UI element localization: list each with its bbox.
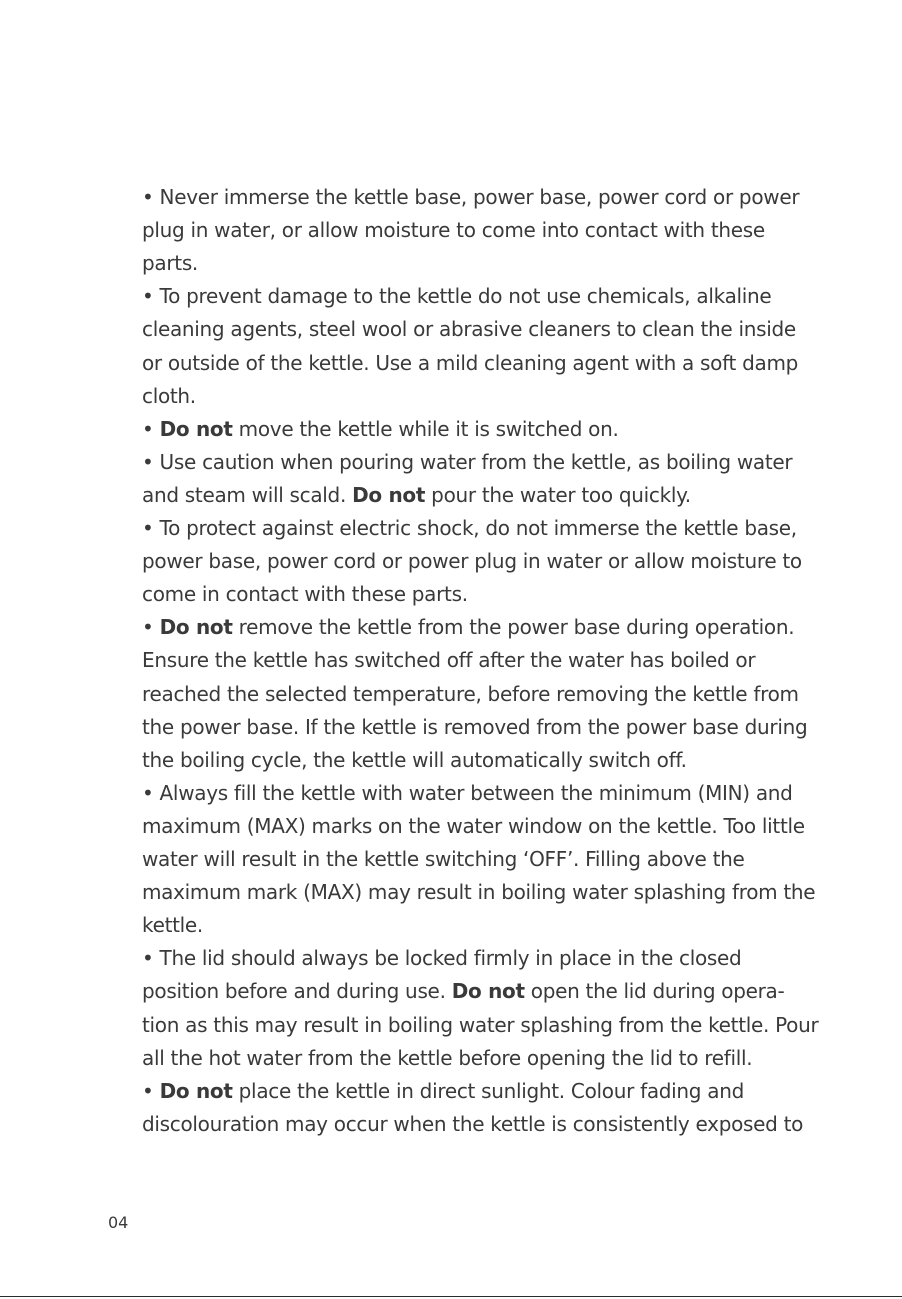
- text-line: [142, 611, 822, 644]
- line-text: pour the water too quickly.: [425, 482, 691, 507]
- line-text: plug in water, or allow moisture to come into contact with these: [142, 218, 765, 243]
- text-line: [142, 942, 822, 975]
- text-line: [142, 280, 822, 313]
- line-text: • Use caution when pouring water from the kettle, as boiling water: [142, 449, 793, 474]
- line-text: • The lid should always be locked firmly in place in the closed: [142, 946, 742, 971]
- line-text: discolouration may occur when the kettle is consistently exposed to: [142, 1111, 804, 1136]
- emphasis-text: Do not: [352, 482, 426, 507]
- text-line: [142, 545, 822, 578]
- line-text: and steam will scald.: [142, 482, 353, 507]
- page-number: 04: [108, 1213, 129, 1232]
- text-line: [142, 313, 822, 346]
- text-line: [142, 644, 822, 677]
- text-line: [142, 810, 822, 843]
- text-line: [142, 777, 822, 810]
- line-text: power base, power cord or power plug in water or allow moisture to: [142, 549, 802, 574]
- line-text: maximum mark (MAX) may result in boiling water splashing from the: [142, 880, 816, 905]
- text-line: [142, 711, 822, 744]
- line-text: water will result in the kettle switching ‘OFF’. Filling above the: [142, 847, 745, 871]
- line-text: kettle.: [142, 913, 203, 938]
- line-text: or outside of the kettle. Use a mild cleaning agent with a soft damp: [142, 350, 799, 375]
- line-text: the boiling cycle, the kettle will automatically switch off.: [142, 747, 687, 772]
- line-text: tion as this may result in boiling water splashing from the kettle. Pour: [142, 1012, 819, 1037]
- line-text: • Always fill the kettle with water between the minimum (MIN) and: [142, 780, 793, 805]
- line-text: cleaning agents, steel wool or abrasive cleaners to clean the inside: [142, 317, 796, 342]
- text-line: [142, 876, 822, 909]
- text-line: [142, 578, 822, 611]
- text-line: [142, 678, 822, 711]
- text-line: [142, 744, 822, 777]
- line-text: position before and during use.: [142, 979, 452, 1004]
- text-line: [142, 479, 822, 512]
- line-text: parts.: [142, 251, 198, 276]
- line-text: open the lid during opera-: [524, 979, 785, 1004]
- line-text: remove the kettle from the power base during operation.: [232, 615, 795, 640]
- text-line: [142, 1042, 822, 1075]
- line-text: • To prevent damage to the kettle do not use chemicals, alkaline: [142, 284, 772, 309]
- text-line: [142, 347, 822, 380]
- text-line: [142, 214, 822, 247]
- line-text: all the hot water from the kettle before opening the lid to refill.: [142, 1045, 753, 1070]
- emphasis-text: Do not: [451, 979, 525, 1004]
- line-text: reached the selected temperature, before removing the kettle from: [142, 681, 799, 706]
- line-text: move the kettle while it is switched on.: [232, 416, 619, 441]
- line-text: •: [142, 1078, 160, 1103]
- text-line: [142, 909, 822, 942]
- text-line: [142, 843, 822, 876]
- line-text: cloth.: [142, 383, 196, 408]
- emphasis-text: Do not: [159, 416, 233, 441]
- text-line: [142, 413, 822, 446]
- text-line: [142, 512, 822, 545]
- line-text: maximum (MAX) marks on the water window on the kettle. Too little: [142, 813, 805, 838]
- line-text: •: [142, 416, 160, 441]
- emphasis-text: Do not: [159, 1078, 233, 1103]
- emphasis-text: Do not: [159, 615, 233, 640]
- text-line: [142, 380, 822, 413]
- line-text: • To protect against electric shock, do not immerse the kettle base,: [142, 516, 797, 540]
- text-line: [142, 446, 822, 479]
- line-text: • Never immerse the kettle base, power base, power cord or power: [142, 185, 800, 209]
- text-line: [142, 1075, 822, 1108]
- text-line: [142, 247, 822, 280]
- bottom-rule: [0, 1296, 902, 1297]
- line-text: Ensure the kettle has switched off after the water has boiled or: [142, 648, 756, 673]
- line-text: •: [142, 615, 160, 640]
- line-text: place the kettle in direct sunlight. Colour fading and: [232, 1078, 744, 1103]
- text-line: [142, 1009, 822, 1042]
- line-text: the power base. If the kettle is removed from the power base during: [142, 714, 808, 739]
- line-text: come in contact with these parts.: [142, 582, 468, 607]
- text-line: [142, 181, 822, 214]
- text-line: [142, 975, 822, 1008]
- text-line: [142, 1108, 822, 1141]
